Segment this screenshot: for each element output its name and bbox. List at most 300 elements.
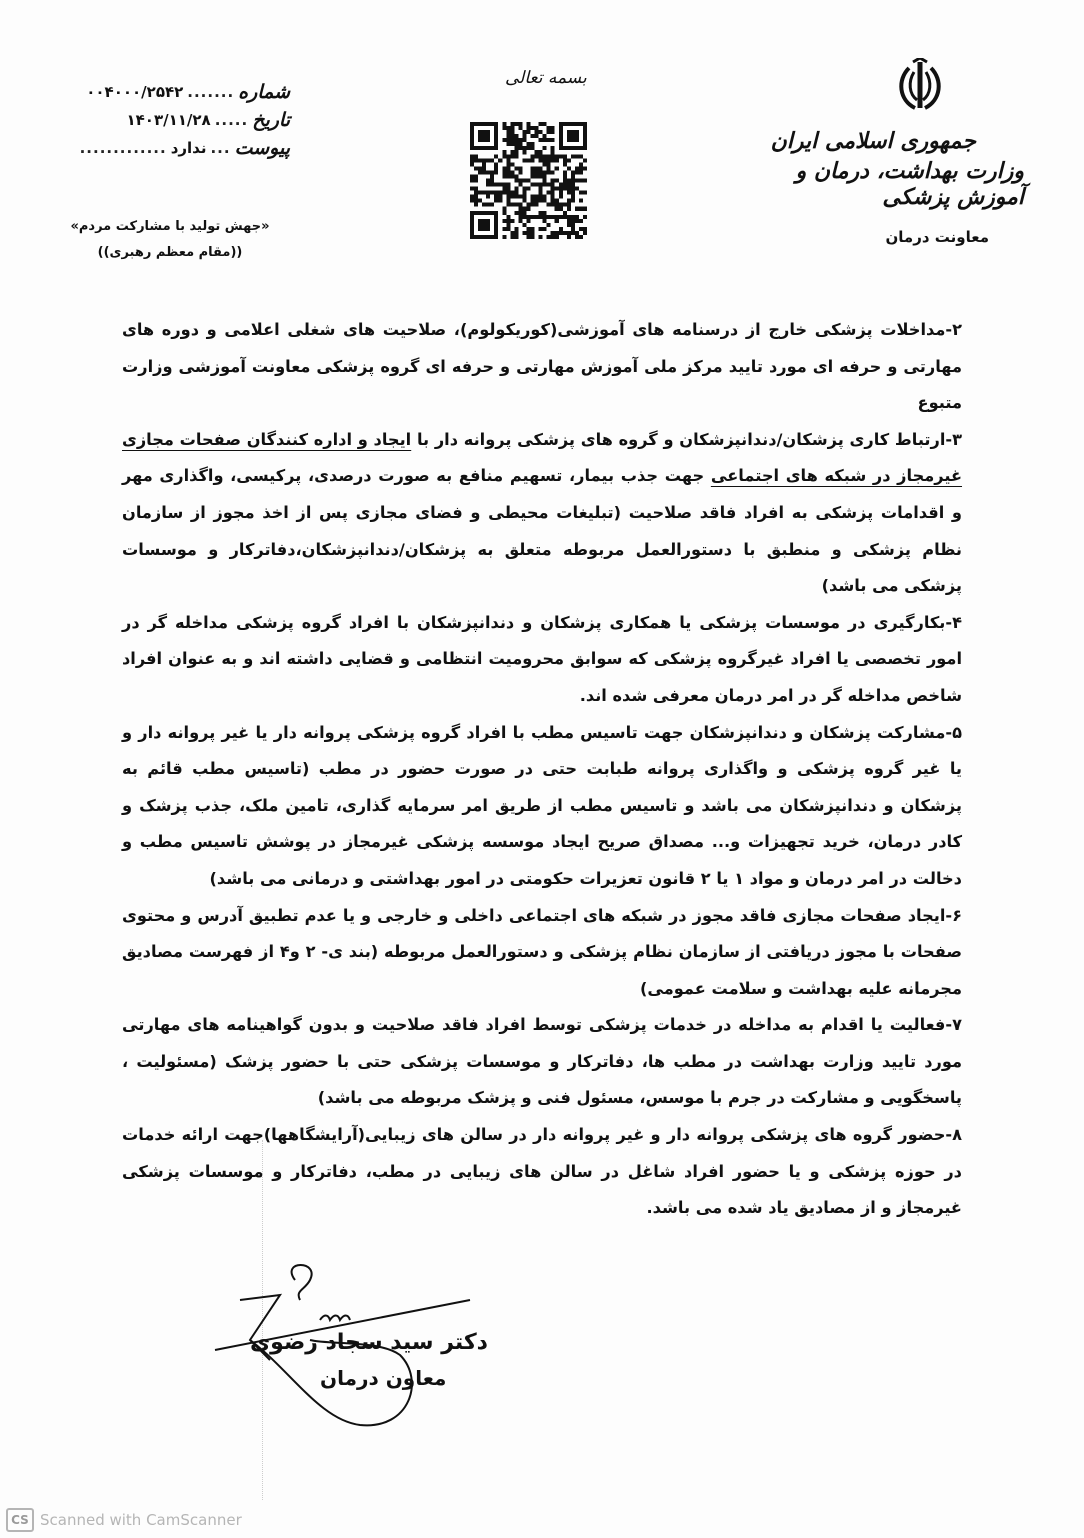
qr-module	[567, 183, 571, 187]
qr-module	[543, 219, 547, 223]
qr-module	[559, 227, 563, 231]
qr-module	[514, 166, 518, 170]
qr-module	[539, 150, 543, 154]
qr-module	[514, 138, 518, 142]
qr-module	[531, 203, 535, 207]
qr-module	[502, 170, 506, 174]
qr-module	[502, 211, 506, 215]
qr-module	[506, 170, 510, 174]
qr-module	[543, 122, 547, 126]
qr-module	[494, 195, 498, 199]
qr-module	[510, 142, 514, 146]
qr-module	[502, 150, 506, 154]
qr-module	[510, 162, 514, 166]
qr-module	[494, 166, 498, 170]
qr-module	[543, 134, 547, 138]
qr-module	[526, 231, 530, 235]
qr-module	[567, 223, 571, 227]
letter-attachment-value: ندارد	[170, 139, 207, 157]
qr-module	[486, 170, 490, 174]
qr-module	[559, 207, 563, 211]
qr-module	[498, 191, 502, 195]
qr-module	[583, 227, 587, 231]
qr-module	[571, 219, 575, 223]
qr-module	[474, 166, 478, 170]
qr-module	[518, 207, 522, 211]
qr-module	[539, 183, 543, 187]
qr-module	[563, 231, 567, 235]
qr-module	[571, 178, 575, 182]
qr-module	[490, 178, 494, 182]
letter-date-value: ۱۴۰۳/۱۱/۲۸	[126, 111, 211, 129]
qr-module	[522, 134, 526, 138]
qr-module	[563, 158, 567, 162]
qr-module	[551, 231, 555, 235]
qr-module	[531, 195, 535, 199]
qr-module	[526, 207, 530, 211]
qr-module	[510, 126, 514, 130]
qr-module	[490, 191, 494, 195]
qr-module	[502, 207, 506, 211]
qr-module	[535, 126, 539, 130]
qr-finder-top-right	[470, 122, 498, 150]
qr-module	[494, 154, 498, 158]
qr-module	[514, 146, 518, 150]
qr-module	[502, 154, 506, 158]
qr-module	[551, 158, 555, 162]
qr-module	[547, 158, 551, 162]
qr-module	[486, 178, 490, 182]
qr-module	[510, 138, 514, 142]
qr-module	[571, 231, 575, 235]
qr-module	[518, 126, 522, 130]
qr-module	[559, 191, 563, 195]
qr-module	[514, 211, 518, 215]
qr-module	[539, 130, 543, 134]
qr-module	[555, 215, 559, 219]
qr-module	[510, 154, 514, 158]
qr-module	[555, 231, 559, 235]
qr-module	[510, 191, 514, 195]
qr-module	[563, 211, 567, 215]
qr-module	[526, 187, 530, 191]
qr-module	[539, 215, 543, 219]
qr-module	[531, 174, 535, 178]
qr-module	[478, 191, 482, 195]
qr-module	[510, 235, 514, 239]
camscanner-logo-icon: CS	[6, 1508, 34, 1532]
qr-module	[535, 183, 539, 187]
qr-code[interactable]	[470, 122, 587, 239]
qr-module	[579, 166, 583, 170]
qr-module	[551, 199, 555, 203]
qr-module	[522, 195, 526, 199]
qr-module	[531, 134, 535, 138]
qr-module	[531, 199, 535, 203]
letter-number-value: ۰۰۴۰۰۰/۲۵۴۲	[86, 83, 184, 101]
qr-module	[522, 207, 526, 211]
qr-module	[531, 183, 535, 187]
qr-module	[567, 215, 571, 219]
qr-module	[502, 191, 506, 195]
qr-module	[522, 146, 526, 150]
qr-module	[506, 227, 510, 231]
qr-module	[583, 158, 587, 162]
qr-module	[531, 215, 535, 219]
qr-module	[535, 215, 539, 219]
qr-module	[539, 195, 543, 199]
qr-module	[575, 231, 579, 235]
qr-module	[514, 203, 518, 207]
slogan-attribution: ((مقام معظم رهبری))	[97, 245, 243, 260]
qr-module	[543, 138, 547, 142]
qr-module	[474, 178, 478, 182]
qr-module	[551, 203, 555, 207]
qr-module	[478, 158, 482, 162]
qr-module	[563, 203, 567, 207]
qr-module	[539, 170, 543, 174]
qr-module	[563, 174, 567, 178]
qr-module	[579, 199, 583, 203]
qr-module	[547, 130, 551, 134]
qr-module	[535, 166, 539, 170]
qr-module	[543, 158, 547, 162]
qr-module	[506, 142, 510, 146]
qr-module	[571, 174, 575, 178]
qr-module	[518, 178, 522, 182]
body-paragraph-7: ۷-فعالیت یا اقدام به مداخله در خدمات پزشکی توسط افراد فاقد صلاحیت و بدون گواهینامه های مهارتی مورد تایید وزارت بهداشت در مطب ها، دفاترکار و موسسات پزشکی حتی با حضور پزشک (مسئولیت ، پاسخگویی و مشارکت در جرم با موسس، مسئول فنی و پزشک مربوطه می باشد)	[122, 1015, 962, 1108]
qr-module	[571, 154, 575, 158]
qr-module	[470, 158, 474, 162]
qr-module	[518, 166, 522, 170]
qr-module	[482, 203, 486, 207]
qr-module	[535, 154, 539, 158]
qr-module	[555, 178, 559, 182]
qr-module	[559, 195, 563, 199]
qr-module	[543, 195, 547, 199]
qr-module	[575, 207, 579, 211]
qr-module	[567, 191, 571, 195]
qr-module	[514, 154, 518, 158]
qr-module	[510, 231, 514, 235]
qr-module	[518, 183, 522, 187]
qr-module	[531, 142, 535, 146]
qr-module	[579, 154, 583, 158]
qr-module	[482, 162, 486, 166]
qr-module	[551, 130, 555, 134]
qr-module	[474, 154, 478, 158]
letter-number-row: شماره ....... ۰۰۴۰۰۰/۲۵۴۲	[86, 81, 290, 103]
qr-module	[510, 195, 514, 199]
qr-module	[531, 154, 535, 158]
qr-module	[506, 219, 510, 223]
qr-module	[567, 207, 571, 211]
qr-module	[555, 235, 559, 239]
qr-module	[506, 130, 510, 134]
qr-module	[510, 170, 514, 174]
qr-module	[547, 154, 551, 158]
iran-emblem-icon	[895, 58, 945, 116]
qr-module	[551, 146, 555, 150]
qr-module	[482, 158, 486, 162]
qr-module	[526, 219, 530, 223]
qr-module	[506, 199, 510, 203]
qr-module	[583, 166, 587, 170]
qr-module	[522, 223, 526, 227]
qr-module	[559, 203, 563, 207]
qr-module	[514, 174, 518, 178]
qr-module	[543, 199, 547, 203]
qr-module	[494, 191, 498, 195]
qr-module	[502, 235, 506, 239]
qr-module	[506, 158, 510, 162]
qr-module	[470, 154, 474, 158]
qr-module	[498, 195, 502, 199]
qr-module	[555, 199, 559, 203]
qr-module	[514, 134, 518, 138]
qr-module	[514, 235, 518, 239]
qr-module	[551, 154, 555, 158]
underlined-phrase: ایجاد و اداره کنندگان صفحات مجازی غیرمجاز در شبکه های اجتماعی	[122, 429, 963, 486]
qr-module	[510, 150, 514, 154]
qr-module	[555, 166, 559, 170]
body-paragraph-6: ۶-ایجاد صفحات مجازی فاقد مجوز در شبکه های اجتماعی داخلی و خارجی و یا عدم تطبیق آدرس و محتوی صفحات با مجوز دریافتی از سازمان نظام پزشکی و دستورالعمل مربوطه (بند ی- ۲ و۴ از فهرست مصادیق مجرمانه علیه بهداشت و سلامت عمومی)	[122, 905, 963, 998]
qr-module	[539, 235, 543, 239]
qr-module	[551, 215, 555, 219]
qr-module	[547, 215, 551, 219]
qr-module	[502, 187, 506, 191]
qr-module	[551, 191, 555, 195]
qr-module	[486, 203, 490, 207]
qr-module	[547, 170, 551, 174]
qr-module	[510, 174, 514, 178]
qr-module	[567, 235, 571, 239]
qr-module	[535, 203, 539, 207]
qr-module	[547, 203, 551, 207]
letter-attachment-label: پیوست	[234, 137, 290, 159]
qr-module	[518, 146, 522, 150]
qr-module	[539, 154, 543, 158]
qr-module	[555, 219, 559, 223]
qr-module	[547, 191, 551, 195]
qr-module	[567, 166, 571, 170]
qr-module	[474, 203, 478, 207]
qr-module	[567, 187, 571, 191]
qr-module	[522, 187, 526, 191]
qr-module	[502, 227, 506, 231]
qr-module	[514, 191, 518, 195]
qr-module	[531, 166, 535, 170]
qr-module	[486, 183, 490, 187]
qr-module	[579, 170, 583, 174]
qr-module	[502, 174, 506, 178]
qr-module	[518, 142, 522, 146]
qr-module	[514, 231, 518, 235]
qr-module	[482, 170, 486, 174]
qr-module	[551, 126, 555, 130]
qr-module	[539, 199, 543, 203]
qr-module	[563, 178, 567, 182]
deputy-office: معاونت درمان	[885, 228, 989, 246]
qr-module	[571, 223, 575, 227]
letter-attachment-row: پیوست ... ندارد .............	[79, 137, 290, 159]
qr-module	[551, 235, 555, 239]
qr-module	[494, 183, 498, 187]
qr-module	[470, 162, 474, 166]
slogan	[50, 214, 290, 266]
qr-module	[543, 227, 547, 231]
qr-module	[563, 162, 567, 166]
qr-module	[531, 126, 535, 130]
qr-module	[510, 134, 514, 138]
qr-module	[571, 170, 575, 174]
qr-module	[510, 130, 514, 134]
qr-module	[522, 211, 526, 215]
qr-module	[535, 150, 539, 154]
qr-module	[490, 170, 494, 174]
letter-number-label: شماره	[238, 81, 290, 103]
qr-module	[522, 138, 526, 142]
qr-module	[543, 215, 547, 219]
qr-module	[547, 162, 551, 166]
qr-module	[571, 183, 575, 187]
qr-module	[539, 138, 543, 142]
qr-module	[551, 170, 555, 174]
qr-module	[522, 191, 526, 195]
qr-module	[571, 187, 575, 191]
qr-module	[506, 138, 510, 142]
qr-module	[571, 215, 575, 219]
qr-module	[478, 199, 482, 203]
qr-module	[518, 215, 522, 219]
qr-module	[526, 158, 530, 162]
qr-module	[547, 138, 551, 142]
qr-module	[502, 138, 506, 142]
letter-date-label: تاریخ	[252, 109, 290, 131]
qr-module	[518, 211, 522, 215]
qr-module	[506, 134, 510, 138]
qr-module	[551, 138, 555, 142]
qr-module	[567, 231, 571, 235]
qr-module	[563, 170, 567, 174]
qr-module	[486, 158, 490, 162]
qr-module	[575, 154, 579, 158]
qr-module	[575, 235, 579, 239]
qr-module	[583, 191, 587, 195]
qr-module	[526, 235, 530, 239]
qr-module	[514, 122, 518, 126]
qr-module	[531, 227, 535, 231]
qr-module	[506, 223, 510, 227]
qr-module	[474, 158, 478, 162]
qr-module	[526, 146, 530, 150]
qr-module	[579, 227, 583, 231]
qr-module	[522, 150, 526, 154]
qr-module	[579, 191, 583, 195]
qr-module	[482, 191, 486, 195]
qr-module	[526, 178, 530, 182]
qr-module	[579, 162, 583, 166]
qr-module	[531, 158, 535, 162]
qr-module	[498, 183, 502, 187]
qr-module	[559, 154, 563, 158]
qr-module	[539, 211, 543, 215]
qr-module	[474, 195, 478, 199]
signatory-name: دکتر سید سجاد رضوی	[250, 1330, 488, 1355]
qr-module	[551, 178, 555, 182]
body-paragraph-8: ۸-حضور گروه های پزشکی پروانه دار و غیر پروانه دار در سالن های زیبایی(آرایشگاهها)جهت ارائه خدمات در حوزه پزشکی و یا حضور افراد شاغل در سالن های زیبایی در مطب، دفاترکار و موسسات پزشکی غیرمجاز و از مصادیق یاد شده می باشد.	[122, 1125, 962, 1218]
qr-module	[526, 126, 530, 130]
qr-module	[579, 207, 583, 211]
qr-module	[506, 183, 510, 187]
qr-module	[506, 191, 510, 195]
qr-module	[478, 170, 482, 174]
qr-module	[486, 191, 490, 195]
qr-module	[563, 187, 567, 191]
qr-module	[522, 231, 526, 235]
qr-module	[510, 203, 514, 207]
qr-module	[470, 174, 474, 178]
body-paragraph-4: ۴-بکارگیری در موسسات پزشکی یا همکاری پزشکان و دندانپزشکان با افراد گروه پزشکی مداخله گر در امور تخصصی یا افراد غیرگروه پزشکی که سوابق محرومیت انتظامی و قضایی داشته اند و به عنوان افراد شاخص مداخله گر در امر درمان معرفی شده اند.	[122, 612, 962, 705]
qr-module	[579, 178, 583, 182]
qr-module	[563, 215, 567, 219]
qr-module	[470, 199, 474, 203]
qr-module	[539, 191, 543, 195]
qr-module	[547, 235, 551, 239]
qr-module	[571, 199, 575, 203]
qr-module	[575, 170, 579, 174]
qr-module	[531, 146, 535, 150]
qr-module	[506, 154, 510, 158]
qr-module	[559, 187, 563, 191]
qr-module	[571, 195, 575, 199]
qr-module	[522, 178, 526, 182]
qr-module	[470, 195, 474, 199]
letter-body	[122, 312, 962, 1227]
qr-module	[502, 122, 506, 126]
qr-module	[531, 235, 535, 239]
qr-module	[539, 227, 543, 231]
qr-module	[514, 195, 518, 199]
qr-module	[526, 227, 530, 231]
qr-module	[470, 187, 474, 191]
qr-module	[567, 219, 571, 223]
qr-module	[555, 154, 559, 158]
qr-module	[502, 183, 506, 187]
qr-module	[579, 219, 583, 223]
qr-module	[506, 174, 510, 178]
qr-module	[518, 203, 522, 207]
qr-module	[535, 170, 539, 174]
qr-module	[567, 178, 571, 182]
qr-module	[551, 187, 555, 191]
qr-module	[502, 166, 506, 170]
qr-module	[478, 166, 482, 170]
qr-module	[539, 122, 543, 126]
qr-module	[494, 199, 498, 203]
qr-module	[583, 231, 587, 235]
qr-module	[535, 199, 539, 203]
qr-module	[583, 178, 587, 182]
qr-module	[543, 183, 547, 187]
qr-module	[539, 158, 543, 162]
qr-module	[563, 183, 567, 187]
body-paragraph-2: ۲-مداخلات پزشکی خارج از درسنامه های آموزشی(کوریکولوم)، صلاحیت های شغلی اعلامی و دوره های مهارتی و حرفه ای مورد تایید مرکز ملی آموزش مهارتی و حرفه ای گروه پزشکی معاونت آموزشی وزارت متبوع	[122, 320, 962, 413]
qr-module	[551, 150, 555, 154]
qr-module	[506, 126, 510, 130]
qr-module	[551, 195, 555, 199]
qr-module	[563, 154, 567, 158]
